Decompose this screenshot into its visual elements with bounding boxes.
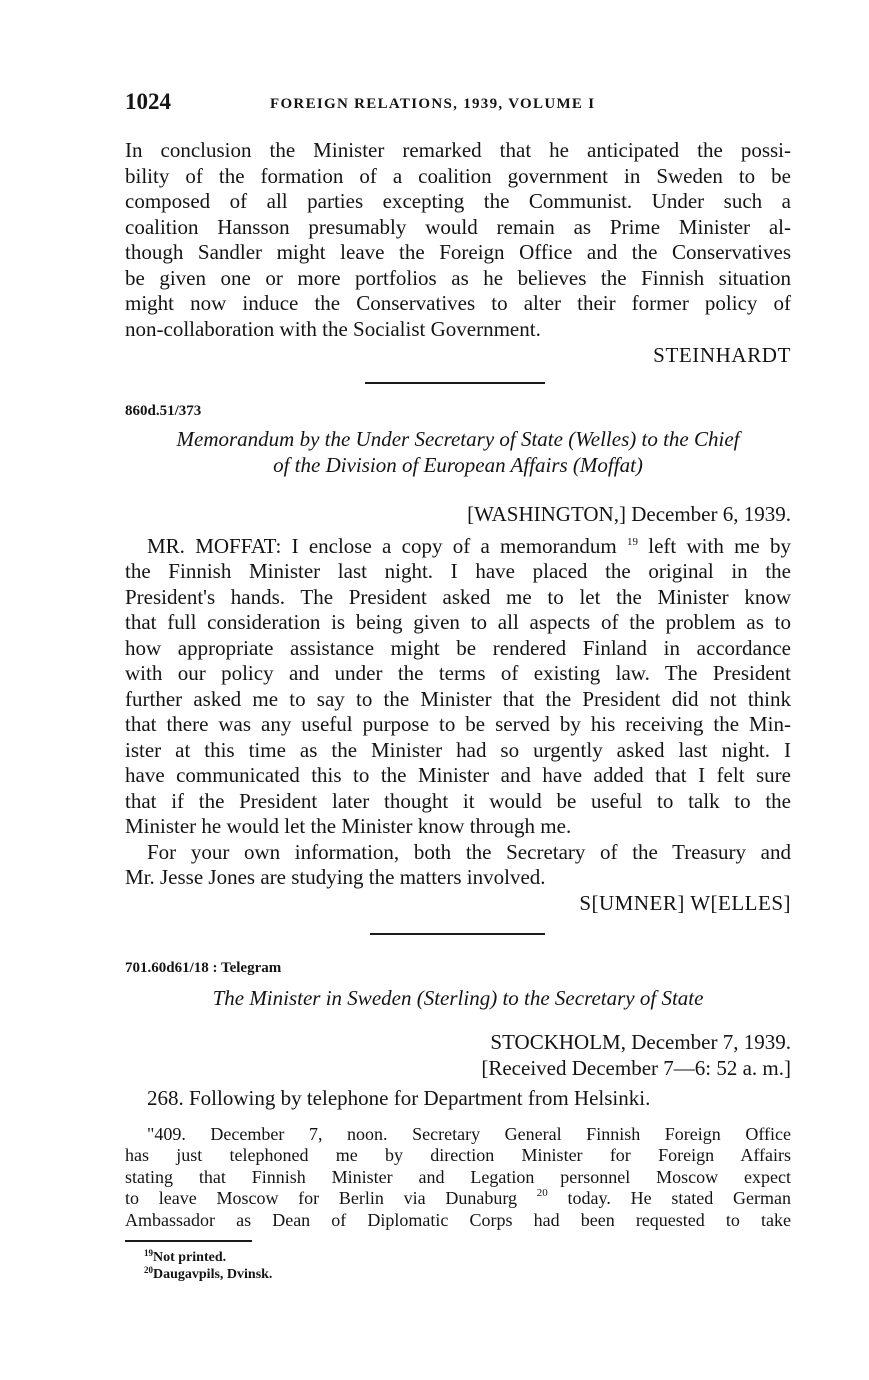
footnote-ref: 20 — [536, 1188, 548, 1199]
text-line: with our policy and under the terms of existing law. The President — [125, 661, 791, 685]
text-line: though Sandler might leave the Foreign Office and the Conservatives — [125, 240, 791, 264]
text-line: have communicated this to the Minister and have added that I felt sure — [125, 763, 791, 787]
text-line: the Finnish Minister last night. I have placed the original in the — [125, 559, 791, 583]
text-line: Ambassador as Dean of Diplomatic Corps had been requested to take — [125, 1210, 791, 1230]
footnote: $^{20}$Daugavpils, Dvinsk. — [144, 1265, 273, 1282]
received-line: [Received December 7—6: 52 a. m.] — [481, 1056, 791, 1080]
dateline — [400, 1029, 791, 1055]
footnote-rule — [125, 1240, 252, 1242]
text-line: non-collaboration with the Socialist Government. — [125, 317, 541, 341]
text-line: that there was any useful purpose to be served by his receiving the Min- — [125, 712, 791, 736]
text-line: ister at this time as the Minister had so urgently asked last night. I — [125, 738, 791, 762]
text-line: For your own information, both the Secretary of the Treasury and — [147, 840, 791, 864]
text-line: that full consideration is being given to all aspects of the problem as to — [125, 610, 791, 634]
text-line: that if the President later thought it would be useful to talk to the — [125, 789, 791, 813]
telegram-paragraph: 268. Following by telephone for Department from Helsinki. — [147, 1086, 651, 1110]
footnote-ref: 19 — [626, 536, 638, 548]
dateline — [400, 501, 791, 527]
text-line: might now induce the Conservatives to alter their former policy of — [125, 291, 791, 315]
signature-welles: S[UMNER] W[ELLES] — [579, 891, 791, 915]
document-title-line2: of the Division of European Affairs (Moffat) — [273, 453, 643, 477]
file-number: 860d.51/373 — [125, 403, 202, 419]
text-line: bility of the formation of a coalition government in Sweden to be — [125, 164, 791, 188]
text-line: "409. December 7, noon. Secretary General Finnish Foreign Office — [147, 1124, 791, 1144]
dateline-place: [WASHINGTON,] — [467, 502, 626, 526]
section-divider — [370, 933, 545, 935]
text-line: MR. MOFFAT: I enclose a copy of a memorandum $^{19}$ left with me by — [147, 534, 791, 558]
text-line: further asked me to say to the Minister that the President did not think — [125, 687, 791, 711]
text-line: President's hands. The President asked me to let the Minister know — [125, 585, 791, 609]
section-divider — [365, 382, 545, 384]
text-line: composed of all parties excepting the Communist. Under such a — [125, 189, 791, 213]
page-number: 1024 — [125, 89, 171, 114]
text-line: In conclusion the Minister remarked that he anticipated the possi- — [125, 138, 791, 162]
footnote-marker: 20 — [144, 1265, 153, 1275]
document-title: The Minister in Sweden (Sterling) to the Secretary of State — [212, 986, 704, 1010]
running-title: FOREIGN RELATIONS, 1939, VOLUME I — [270, 96, 596, 112]
file-number: 701.60d61/18 : Telegram — [125, 960, 282, 976]
signature-steinhardt: STEINHARDT — [653, 343, 791, 367]
salutation: MR. MOFFAT: — [147, 534, 282, 558]
document-title-line1: Memorandum by the Under Secretary of State (Welles) to the Chief — [176, 427, 740, 451]
text-line: stating that Finnish Minister and Legation personnel Moscow expect — [125, 1167, 791, 1187]
text-line: coalition Hansson presumably would remain as Prime Minister al- — [125, 215, 791, 239]
footnote: $^{19}$Not printed. — [144, 1248, 227, 1265]
dateline-date: December 6, 1939. — [631, 502, 791, 526]
text-line: Minister he would let the Minister know through me. — [125, 814, 572, 838]
dateline-date: December 7, 1939. — [631, 1030, 791, 1054]
text-line: has just telephoned me by direction Minister for Foreign Affairs — [125, 1145, 791, 1165]
text-line: Mr. Jesse Jones are studying the matters involved. — [125, 865, 546, 889]
text-line: how appropriate assistance might be rendered Finland in accordance — [125, 636, 791, 660]
text-line: be given one or more portfolios as he believes the Finnish situation — [125, 266, 791, 290]
footnote-marker: 19 — [144, 1248, 153, 1258]
dateline-place: STOCKHOLM, — [490, 1030, 626, 1054]
text-line: to leave Moscow for Berlin via Dunaburg $^{20}$ today. He stated German — [125, 1188, 791, 1208]
